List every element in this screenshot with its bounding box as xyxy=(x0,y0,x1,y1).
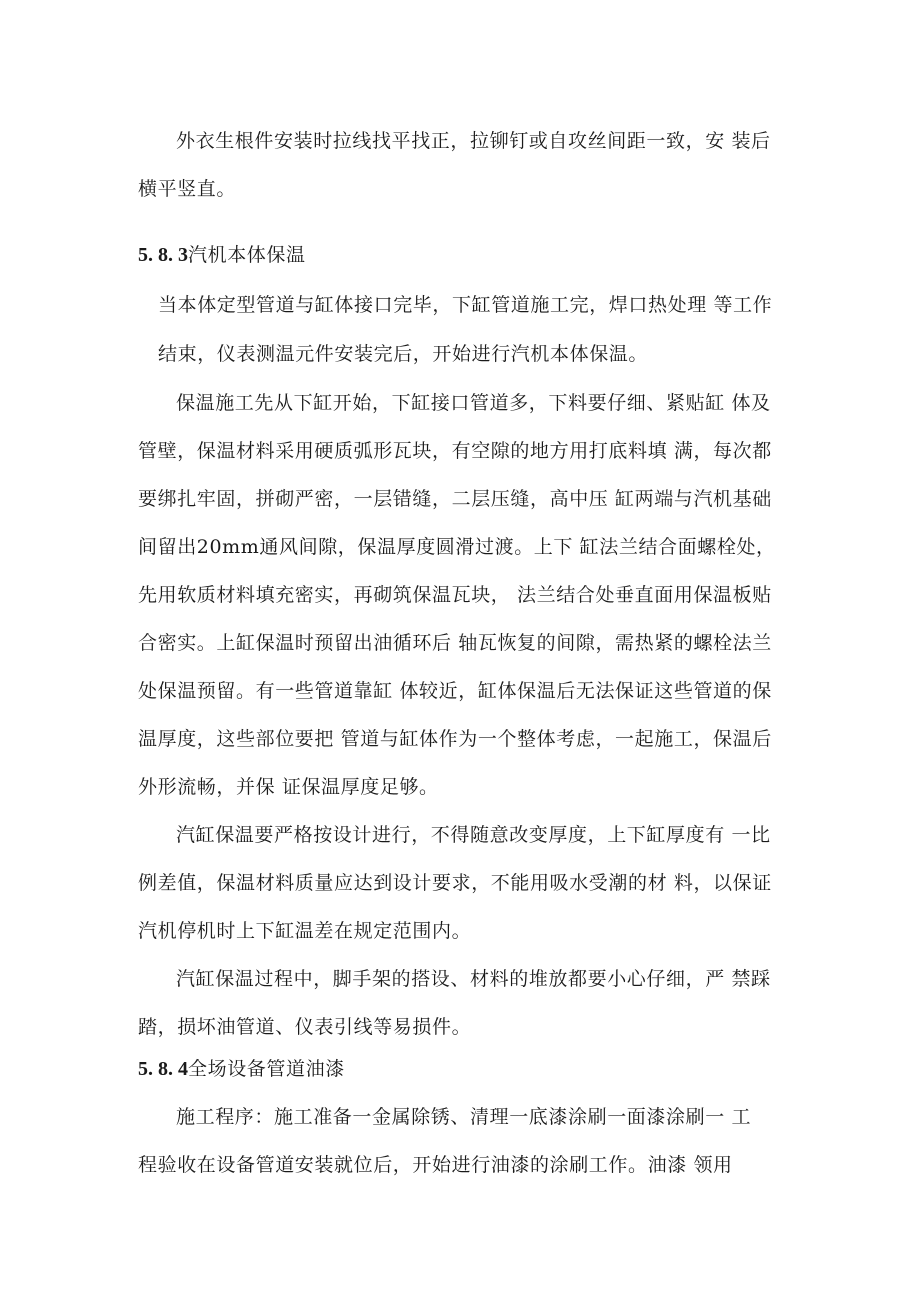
paragraph-line: 外衣生根件安装时拉线找平找正，拉铆钉或自攻丝间距一致，安 装后 xyxy=(176,130,771,152)
paragraph-line: 例差值，保温材料质量应达到设计要求，不能用吸水受潮的材 料，以保证 xyxy=(138,872,772,894)
section-number: 5. 8. 3 xyxy=(138,244,188,266)
section-heading-5-8-3 xyxy=(138,242,306,268)
paragraph-line: 汽缸保温要严格按设计进行，不得随意改变厚度，上下缸厚度有 一比 xyxy=(176,824,771,846)
paragraph-line: 先用软质材料填充密实，再砌筑保温瓦块， 法兰结合处垂直面用保温板贴 xyxy=(138,584,772,606)
section-title: 全场设备管道油漆 xyxy=(188,1058,345,1080)
paragraph-line: 横平竖直。 xyxy=(138,178,237,200)
paragraph-line: 外形流畅，并保 证保温厚度足够。 xyxy=(138,776,439,798)
paragraph-line: 汽缸保温过程中，脚手架的搭设、材料的堆放都要小心仔细，严 禁踩 xyxy=(176,968,771,990)
paragraph-line: 要绑扎牢固，拼砌严密，一层错缝，二层压缝，高中压 缸两端与汽机基础 xyxy=(138,488,772,510)
paragraph-line: 管壁，保温材料采用硬质弧形瓦块，有空隙的地方用打底料填 满，每次都 xyxy=(138,440,772,462)
paragraph-line: 间留出20mm通风间隙，保温厚度圆滑过渡。上下 缸法兰结合面螺栓处， xyxy=(138,536,776,558)
paragraph-line: 踏，损坏油管道、仪表引线等易损件。 xyxy=(138,1016,472,1038)
paragraph-line: 结束，仪表测温元件安装完后，开始进行汽机本体保温。 xyxy=(158,343,649,365)
paragraph-line: 温厚度，这些部位要把 管道与缸体作为一个整体考虑，一起施工，保温后 xyxy=(138,728,772,750)
paragraph-line: 汽机停机时上下缸温差在规定范围内。 xyxy=(138,920,472,942)
paragraph-line: 当本体定型管道与缸体接口完毕，下缸管道施工完，焊口热处理 等工作 xyxy=(158,294,773,316)
section-heading-5-8-4 xyxy=(138,1056,345,1082)
paragraph-line: 保温施工先从下缸开始，下缸接口管道多，下料要仔细、紧贴缸 体及 xyxy=(176,392,771,414)
paragraph-line: 施工程序：施工准备一金属除锈、清理一底漆涂刷一面漆涂刷一 工 xyxy=(176,1106,752,1128)
paragraph-line: 程验收在设备管道安装就位后，开始进行油漆的涂刷工作。油漆 领用 xyxy=(138,1154,733,1176)
paragraph-line: 合密实。上缸保温时预留出油循环后 轴瓦恢复的间隙，需热紧的螺栓法兰 xyxy=(138,632,772,654)
section-title: 汽机本体保温 xyxy=(188,244,306,266)
section-number: 5. 8. 4 xyxy=(138,1058,188,1080)
paragraph-line: 处保温预留。有一些管道靠缸 体较近，缸体保温后无法保证这些管道的保 xyxy=(138,680,772,702)
